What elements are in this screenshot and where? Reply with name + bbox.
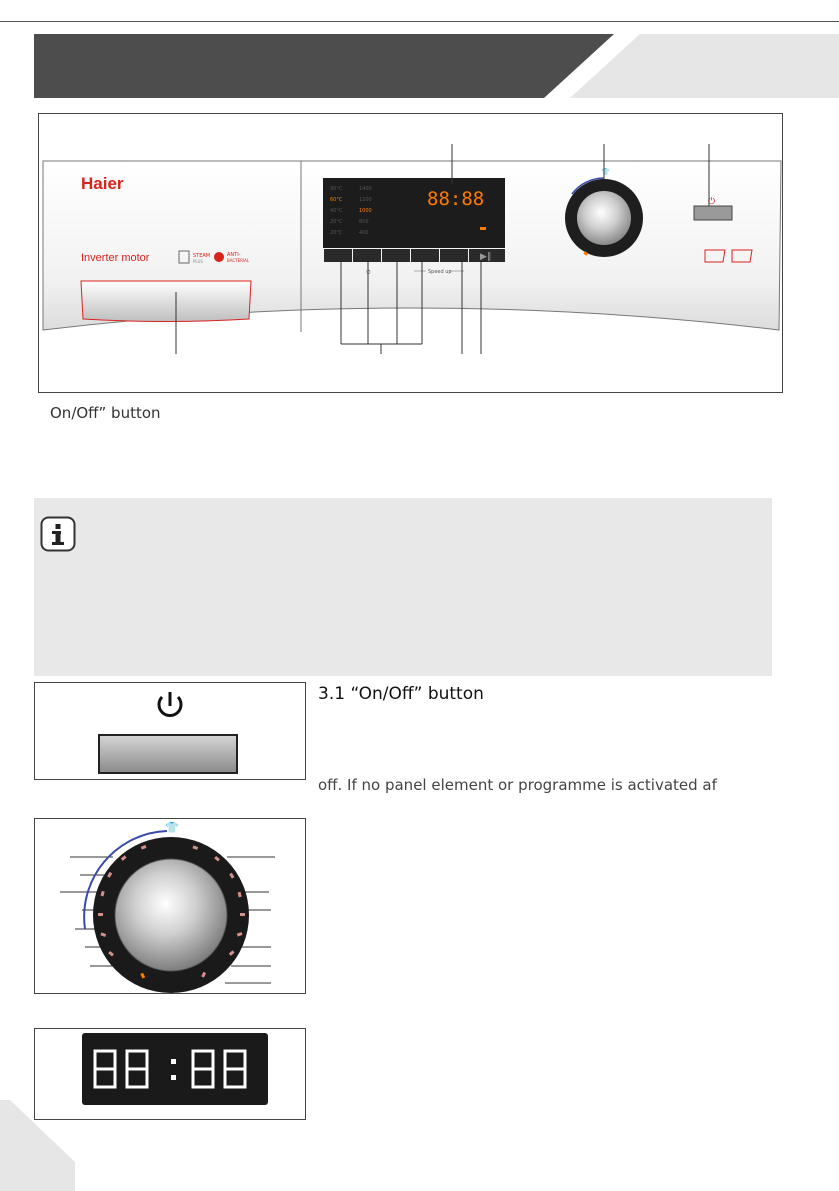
timer-icon: ⏱ — [366, 269, 371, 276]
power-button-large[interactable] — [99, 735, 237, 773]
panel-button-3[interactable] — [382, 249, 410, 262]
page-corner-tab — [0, 1100, 75, 1191]
svg-text:1400: 1400 — [359, 186, 372, 192]
play-pause-icon: ▶‖ — [480, 252, 492, 262]
svg-text:BACTERIAL: BACTERIAL — [227, 258, 250, 263]
shirt-icon: 👕 — [165, 821, 179, 834]
button-row — [324, 249, 505, 262]
power-icon — [159, 692, 181, 716]
svg-text:1000: 1000 — [359, 208, 372, 214]
svg-text:90°C: 90°C — [330, 186, 343, 192]
panel-button-1[interactable] — [324, 249, 352, 262]
colon-dot-bottom — [171, 1075, 176, 1080]
panel-button-4[interactable] — [411, 249, 439, 262]
svg-text:Speed up: Speed up — [428, 269, 452, 275]
info-icon — [40, 516, 76, 552]
info-box — [34, 498, 772, 676]
control-panel-figure — [38, 113, 783, 393]
power-icon: ⏻ — [708, 197, 716, 207]
dial-illustration — [34, 818, 306, 994]
header-bar — [34, 34, 614, 98]
detergent-drawer — [81, 281, 251, 322]
svg-text:40°C: 40°C — [330, 208, 343, 214]
brand-logo: Haier — [81, 174, 124, 193]
svg-text:60°C: 60°C — [330, 197, 343, 203]
motor-label: Inverter motor — [81, 252, 150, 264]
display-indicator — [480, 227, 486, 230]
display-digits: 88:88 — [427, 188, 485, 210]
svg-text:20°C: 20°C — [330, 219, 343, 225]
section-text: off. If no panel element or programme is activated af — [318, 776, 717, 794]
section-title: 3.1 “On/Off” button — [318, 684, 484, 704]
dial-knob[interactable] — [115, 859, 227, 971]
header-tab — [570, 34, 839, 98]
figure-caption: On/Off” button — [50, 404, 161, 422]
svg-text:ANTI-: ANTI- — [227, 252, 241, 258]
colon-dot-top — [171, 1059, 176, 1064]
control-panel-drawing — [39, 114, 784, 394]
svg-text:PLUS: PLUS — [193, 259, 203, 264]
svg-text:20°C: 20°C — [330, 230, 343, 236]
svg-text:800: 800 — [359, 219, 369, 225]
panel-button-5[interactable] — [440, 249, 468, 262]
svg-text:400: 400 — [359, 230, 369, 236]
shirt-icon: 👕 — [601, 168, 610, 176]
svg-text:1200: 1200 — [359, 197, 372, 203]
top-rule — [0, 21, 839, 22]
panel-button-2[interactable] — [353, 249, 381, 262]
onoff-illustration — [34, 682, 306, 780]
svg-text:STEAM: STEAM — [193, 253, 211, 259]
